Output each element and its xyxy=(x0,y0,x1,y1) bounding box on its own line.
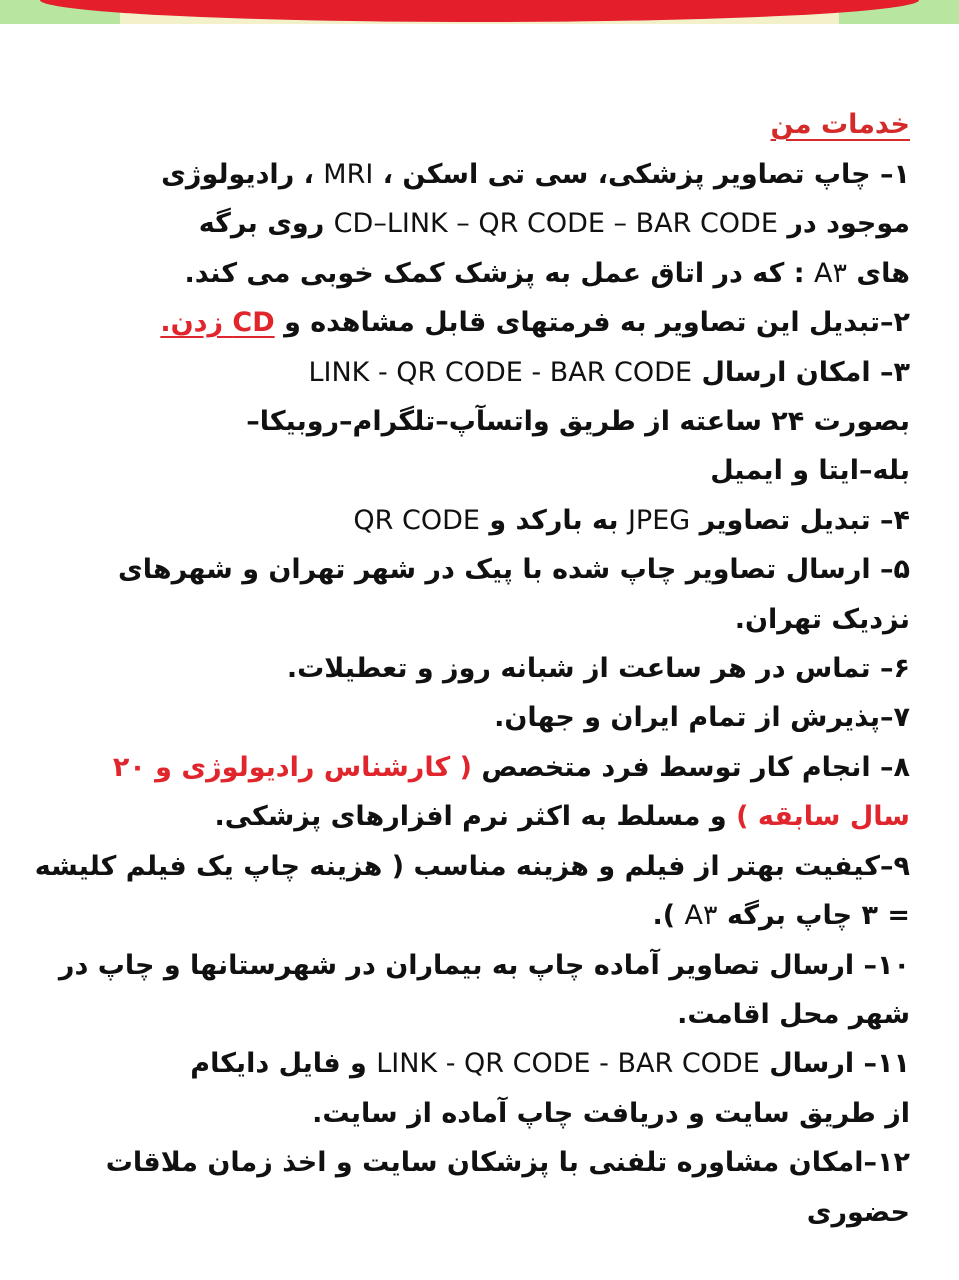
item-1-text-f: : که در اتاق عمل به پزشک کمک خوبی می کند. xyxy=(184,257,805,289)
item-11-text-b: و فایل دایکام xyxy=(190,1048,367,1080)
service-item-1-line-3 xyxy=(150,249,910,298)
item-4-jpeg: JPEG xyxy=(627,504,691,536)
item-7-text: ۷–پذیرش از تمام ایران و جهان. xyxy=(494,702,910,734)
service-item-8-line-1 xyxy=(112,743,910,792)
item-4-qr: QR CODE xyxy=(353,504,480,536)
service-item-1-line-2 xyxy=(150,199,910,248)
page-title: خدمات من xyxy=(770,109,910,140)
banner-red-arc xyxy=(40,0,919,22)
item-11-codes: LINK - QR CODE - BAR CODE xyxy=(376,1048,760,1080)
service-item-8-line-2 xyxy=(150,792,910,841)
item-12-text-b: حضوری xyxy=(806,1196,910,1228)
item-1-text-c: موجود در xyxy=(787,208,910,240)
service-item-10-line-2 xyxy=(150,990,910,1039)
item-3-codes: LINK - QR CODE - BAR CODE xyxy=(308,356,693,388)
item-3-text-c: بله–ایتا و ایمیل xyxy=(710,455,910,487)
item-11-text-c: از طریق سایت و دریافت چاپ آماده از سایت. xyxy=(312,1097,910,1129)
service-item-6-line-1 xyxy=(150,644,910,693)
service-item-4-line-1 xyxy=(150,496,910,545)
item-11-text-a: ۱۱– ارسال xyxy=(769,1048,910,1080)
service-item-3-line-2 xyxy=(150,397,910,446)
item-9-text-c: ). xyxy=(652,900,676,932)
item-1-mri: MRI xyxy=(323,159,374,190)
item-9-a3: A۳ xyxy=(684,900,718,932)
service-item-5-line-2 xyxy=(150,595,910,644)
item-5-text-b: نزدیک تهران. xyxy=(734,603,910,635)
top-banner xyxy=(0,0,959,24)
item-3-text-a: ۳– امکان ارسال xyxy=(701,356,910,388)
item-1-text-e: های xyxy=(856,257,910,289)
item-1-text-b: ، رادیولوژی xyxy=(161,159,314,190)
item-1-text-a: ۱– چاپ تصاویر پزشکی، سی تی اسکن ، xyxy=(382,159,910,190)
item-6-text: ۶– تماس در هر ساعت از شبانه روز و تعطیلات. xyxy=(286,653,910,685)
service-item-2-line-1 xyxy=(150,298,910,347)
item-8-text-a: ۸– انجام کار توسط فرد متخصص xyxy=(481,751,910,783)
service-item-3-line-1 xyxy=(150,348,910,397)
item-2-cd-link: CD زدن. xyxy=(160,307,275,339)
item-5-text-a: ۵– ارسال تصاویر چاپ شده با پیک در شهر تهران و شهرهای xyxy=(118,554,910,586)
service-item-11-line-2 xyxy=(150,1089,910,1138)
item-8-text-b: و مسلط به اکثر نرم افزارهای پزشکی. xyxy=(214,801,727,833)
item-9-text-a: ۹–کیفیت بهتر از فیلم و هزینه مناسب ( هزینه چاپ یک فیلم کلیشه xyxy=(34,850,910,882)
item-4-text-a: ۴– تبدیل تصاویر xyxy=(699,504,910,536)
item-1-text-d: روی برگه xyxy=(198,208,325,240)
service-item-10-line-1 xyxy=(58,941,910,990)
item-10-text-b: شهر محل اقامت. xyxy=(677,998,910,1030)
service-item-12-line-2 xyxy=(150,1188,910,1237)
item-8-red-1: ( کارشناس رادیولوژی و ۲۰ xyxy=(112,751,472,783)
item-4-text-b: به بارکد و xyxy=(489,504,619,536)
item-1-codes: CD–LINK – QR CODE – BAR CODE xyxy=(333,208,778,240)
services-document xyxy=(34,100,910,1237)
service-item-11-line-1 xyxy=(150,1039,910,1088)
service-item-7-line-1 xyxy=(150,693,910,742)
service-item-3-line-3 xyxy=(150,446,910,495)
item-12-text-a: ۱۲–امکان مشاوره تلفنی با پزشکان سایت و اخذ زمان ملاقات xyxy=(105,1147,910,1179)
item-9-text-b: = ۳ چاپ برگه xyxy=(726,900,910,932)
item-1-a3: A۳ xyxy=(814,257,847,289)
item-2-text-a: ۲–تبدیل این تصاویر به فرمتهای قابل مشاهده و xyxy=(284,307,910,339)
service-item-9-line-2 xyxy=(150,891,910,940)
service-item-9-line-1 xyxy=(34,842,910,891)
item-8-red-2: سال سابقه ) xyxy=(736,801,910,833)
service-item-12-line-1 xyxy=(105,1138,910,1187)
item-10-text-a: ۱۰– ارسال تصاویر آماده چاپ به بیماران در شهرستانها و چاپ در xyxy=(58,949,910,981)
item-3-text-b: بصورت ۲۴ ساعته از طریق واتسآپ–تلگرام–روبیکا– xyxy=(246,406,910,438)
service-item-5-line-1 xyxy=(118,545,910,594)
service-item-1-line-1 xyxy=(150,150,910,199)
